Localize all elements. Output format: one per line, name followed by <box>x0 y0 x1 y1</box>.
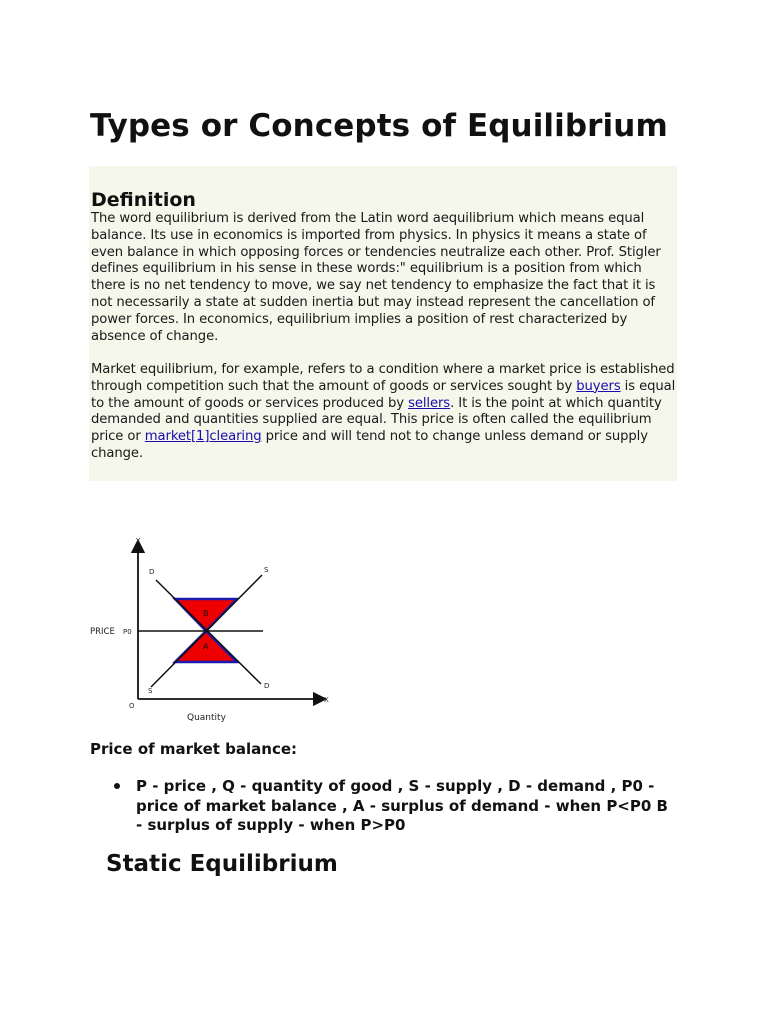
page-title: Types or Concepts of Equilibrium <box>90 108 668 144</box>
market-equilibrium-paragraph <box>91 362 676 463</box>
paragraph-text: Market equilibrium, for example, refers to a condition where a market price is established through competition such that the amount of goods or services sought by <box>91 362 675 394</box>
bullet-list <box>110 777 676 836</box>
origin-label: O <box>129 702 135 710</box>
list-item <box>110 777 676 836</box>
supply-label-bottom: S <box>148 687 153 695</box>
supply-demand-diagram <box>86 534 336 726</box>
buyers-link[interactable]: buyers <box>576 378 621 394</box>
definition-paragraph: The word equilibrium is derived from the Latin word aequilibrium which means equal balance. Its use in economics is imported from physics. In physics it means a state of even balance in which opposing forces or tendencies neutralize each other. Prof. Stigler defines equilibrium in his sense in these words:" equilibrium is a position from which there is no net tendency to move, we say net tendency to emphasize the fact that it is not necessarily a state at sudden inertia but may instead represent the cancellation of power forces. In economics, equilibrium implies a position of rest characterized by absence of change. <box>91 211 661 344</box>
region-a-label: A <box>203 642 209 651</box>
list-item-text: P - price , Q - quantity of good , S - supply , D - demand , P0 - price of market balance , A - surplus of demand - when P<P0 B - surplus of supply - when P>P0 <box>136 777 668 834</box>
demand-label-bottom: D <box>264 682 270 690</box>
y-axis-label: Y <box>136 537 141 545</box>
supply-label-top: S <box>264 566 269 574</box>
figure-caption: Price of market balance: <box>90 740 298 758</box>
paragraph-text: is equal to the amount of goods or services produced by <box>91 378 676 411</box>
bullet-icon <box>114 783 120 789</box>
x-axis-title: Quantity <box>187 713 226 723</box>
price-label: PRICE <box>90 627 115 637</box>
x-axis-label: X <box>324 696 329 704</box>
supply-demand-figure <box>86 534 336 726</box>
p0-label: P0 <box>123 628 132 636</box>
demand-label-top: D <box>149 568 155 576</box>
paragraph-text: price and will tend not to change unless demand or supply change. <box>91 429 648 461</box>
definition-heading: Definition <box>91 189 196 211</box>
sellers-link[interactable]: sellers <box>408 395 451 411</box>
section-heading: Static Equilibrium <box>106 851 338 877</box>
paragraph-text: . It is the point at which quantity demanded and quantities supplied are equal. This price is often called the equilibrium price or <box>91 395 662 445</box>
region-b-label: B <box>203 609 209 618</box>
market-clearing-link[interactable]: market[1]clearing <box>144 429 262 445</box>
demand-line <box>156 580 261 684</box>
